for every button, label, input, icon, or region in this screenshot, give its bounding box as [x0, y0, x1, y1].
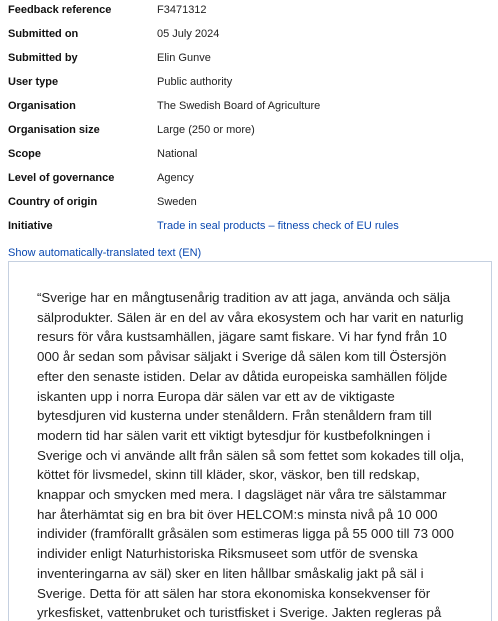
detail-label: Organisation size [8, 124, 100, 136]
detail-label: Level of governance [8, 172, 115, 184]
feedback-line: individer enligt Naturhistoriska Riksmuseet som utför de svenska [37, 546, 418, 562]
detail-value: Elin Gunve [157, 52, 211, 64]
feedback-line: knappar och smycken med mera. I dagsläget när våra tre sälstammar [37, 487, 447, 503]
detail-row-user-type [0, 72, 498, 96]
detail-row-organisation-size [0, 120, 498, 144]
detail-label: Submitted by [8, 52, 78, 64]
show-translation-link[interactable]: Show automatically-translated text (EN) [8, 247, 202, 259]
detail-value: Agency [157, 172, 194, 184]
feedback-line: yrkesfisket, vattenbruket och turistfisket i Sverige. Jakten regleras på [37, 605, 442, 621]
detail-row-feedback-reference [0, 0, 498, 24]
detail-label: User type [8, 76, 59, 88]
feedback-text-box [8, 261, 492, 621]
detail-value: 05 July 2024 [157, 28, 220, 40]
detail-value: F3471312 [157, 4, 207, 16]
feedback-line: har återhämtat sig en bra bit över HELCOM:s minsta nivå på 10 000 [37, 506, 438, 522]
detail-value: Public authority [157, 76, 233, 88]
detail-label: Submitted on [8, 28, 79, 40]
feedback-line: modern tid har sälen varit ett viktigt bytesdjur för kustbefolkningen i [37, 427, 431, 443]
feedback-line: 000 år sedan som påvisar säljakt i Sverige då sälen kom till Östersjön [37, 349, 447, 365]
detail-value: Large (250 or more) [157, 124, 255, 136]
detail-label: Scope [8, 148, 42, 160]
detail-value: The Swedish Board of Agriculture [157, 100, 321, 112]
feedback-line: “Sverige har en mångtusenårig tradition av att jaga, använda och sälja [37, 290, 451, 305]
feedback-line: individer (framförallt gråsälen som estimeras ligga på 55 000 till 73 000 [37, 526, 454, 542]
detail-row-country-of-origin [0, 192, 498, 216]
feedback-text [37, 288, 471, 621]
initiative-link[interactable]: Trade in seal products – fitness check of EU rules [157, 220, 399, 232]
feedback-line: efter den senaste istiden. Delar av dåtida europeiska samhällen följde [37, 368, 448, 384]
detail-value: National [157, 148, 198, 160]
feedback-line: köttet för livsmedel, skinn till kläder, skor, väskor, ben till redskap, [37, 467, 420, 483]
detail-row-initiative [0, 216, 498, 240]
feedback-line: resurs för våra kustsamhällen, jägare samt fiskare. Vi har fynd från 10 [37, 329, 447, 345]
feedback-line: inventeringarna av säl) sker en liten hållbar småskalig jakt på säl i [37, 565, 424, 581]
feedback-line: sälprodukter. Sälen är en del av våra ekosystem och har varit en naturlig [37, 309, 464, 325]
detail-row-organisation [0, 96, 498, 120]
detail-row-level-of-governance [0, 168, 498, 192]
detail-label: Country of origin [8, 196, 98, 208]
detail-label: Feedback reference [8, 4, 112, 16]
detail-label: Initiative [8, 220, 53, 232]
feedback-line: bytesdjuren vid kusterna under stenåldern. Från stenåldern fram till [37, 408, 432, 424]
detail-row-scope [0, 144, 498, 168]
feedback-line: iskanten upp i norra Europa där sälen var ett av de viktigaste [37, 388, 395, 404]
detail-label: Organisation [8, 100, 76, 112]
feedback-line: Sverige och vi använde allt från sälen så som fettet som kokades till olja, [37, 447, 465, 463]
feedback-line: Sverige. Detta för att sälen har stora ekonomiska konsekvenser för [37, 585, 431, 601]
detail-row-submitted-on [0, 24, 498, 48]
detail-row-submitted-by [0, 48, 498, 72]
detail-value: Sweden [157, 196, 197, 208]
